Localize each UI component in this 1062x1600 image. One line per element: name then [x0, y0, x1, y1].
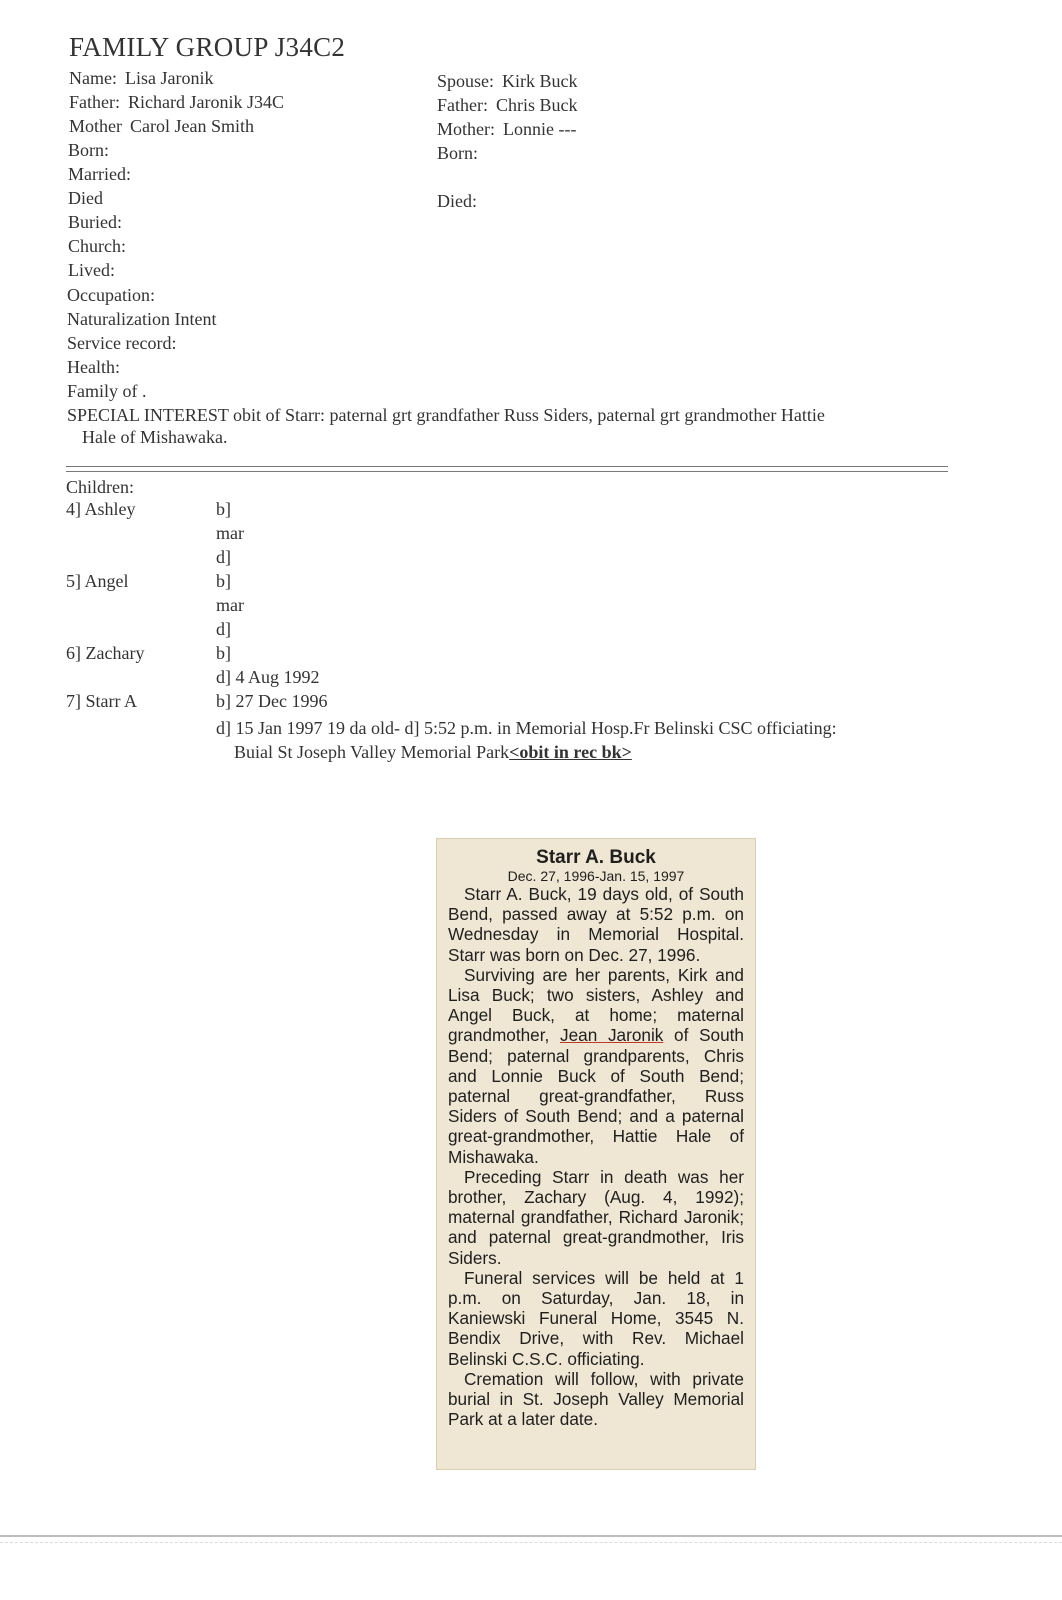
field-value: Carol Jean Smith: [130, 116, 254, 136]
spouse-born-field: [437, 141, 486, 165]
field-label: Mother:: [437, 119, 495, 139]
obituary-paragraph: [448, 965, 744, 1167]
field-value: Lisa Jaronik: [124, 68, 214, 88]
service-record-field: [67, 331, 184, 355]
obituary-paragraph: Funeral services will be held at 1 p.m. on Saturday, Jan. 18, in Kaniewski Funeral Home, 3545 N. Bendix Drive, with Rev. Michael Belinski C.S.C. officiating.: [448, 1267, 744, 1369]
occupation-field: [67, 283, 163, 307]
field-value: Richard Jaronik J34C: [128, 92, 284, 112]
health-field: [67, 355, 128, 379]
field-label: Occupation:: [67, 285, 155, 305]
field-label: Father:: [437, 95, 488, 115]
field-value: Lonnie ---: [503, 119, 577, 139]
special-interest-note: [67, 404, 947, 448]
spouse-field: [437, 69, 578, 93]
field-label: Died: [68, 188, 103, 208]
field-label: Service record:: [67, 333, 177, 353]
child-died: d]: [216, 619, 231, 639]
obituary-paragraph: Preceding Starr in death was her brother, Zachary (Aug. 4, 1992); maternal grandfather, Richard Jaronik; and paternal great-grandmother, Iris Siders.: [448, 1166, 744, 1268]
lived-field: [68, 258, 123, 282]
church-field: [68, 234, 134, 258]
father-field: [69, 90, 284, 114]
obituary-text-span: Surviving are her parents, Kirk and Lisa Buck; two sisters, Ashley and Angel Buck, at home; maternal grandmother,: [448, 964, 744, 1046]
child-died: d]: [216, 547, 231, 567]
married-field: [68, 162, 139, 186]
field-label: Church:: [68, 236, 126, 256]
child-born: b] 27 Dec 1996: [216, 691, 328, 711]
field-label: Health:: [67, 357, 120, 377]
field-value: Chris Buck: [496, 95, 578, 115]
field-label: Born:: [68, 140, 110, 160]
spouse-mother-field: [437, 117, 576, 141]
child-name: 7] Starr A: [66, 691, 137, 711]
born-field: [68, 138, 117, 162]
burial-text: Buial St Joseph Valley Memorial Park: [234, 742, 510, 762]
obituary-paragraph: Cremation will follow, with private burial in St. Joseph Valley Memorial Park at a later date.: [448, 1368, 744, 1430]
name-field: [69, 66, 213, 90]
field-label: Name:: [69, 68, 117, 88]
field-label: Died:: [437, 191, 477, 211]
page-title: FAMILY GROUP J34C2: [69, 32, 346, 62]
obituary-text-span: of South Bend; paternal grandparents, Chris and Lonnie Buck of South Bend; paternal great-grandfather, Russ Siders of South Bend; and a paternal great-grandmother, Hattie Hale of Mishawaka.: [448, 1025, 744, 1167]
buried-field: [68, 210, 130, 234]
field-label: Lived:: [68, 260, 115, 280]
child-name: 4] Ashley: [66, 499, 136, 519]
obituary-title: Starr A. Buck: [536, 847, 656, 868]
obit-reference-link[interactable]: <obit in rec bk>: [509, 742, 632, 762]
burial-line: [234, 742, 632, 763]
naturalization-field: [67, 307, 224, 331]
child-died: d] 4 Aug 1992: [216, 667, 320, 687]
spouse-father-field: [437, 93, 578, 117]
field-label: Spouse:: [437, 71, 495, 91]
spouse-died-field: [437, 189, 485, 213]
died-field: [68, 186, 111, 210]
child-born: b]: [216, 643, 231, 663]
field-label: Married:: [68, 164, 131, 184]
special-interest-line2: Hale of Mishawaka.: [82, 427, 228, 447]
child-died: d] 15 Jan 1997 19 da old- d] 5:52 p.m. in Memorial Hosp.Fr Belinski CSC officiating:: [216, 718, 837, 738]
double-divider: [66, 466, 948, 472]
child-born: b]: [216, 499, 231, 519]
field-label: Family of .: [67, 381, 147, 401]
child-married: mar: [216, 595, 244, 615]
underlined-name: Jean Jaronik: [559, 1025, 664, 1046]
children-label: Children:: [66, 477, 134, 497]
obituary-paragraph: Starr A. Buck, 19 days old, of South Bend, passed away at 5:52 p.m. on Wednesday in Memorial Hospital. Starr was born on Dec. 27, 1996.: [448, 884, 744, 965]
family-of-field: [67, 379, 155, 403]
obituary-text: [448, 848, 744, 1429]
field-label: Father:: [69, 92, 120, 112]
obituary-clipping: [436, 838, 756, 1470]
special-interest-line1: SPECIAL INTEREST obit of Starr: paternal grt grandfather Russ Siders, paternal grt grandmother Hattie: [67, 405, 825, 425]
page-bottom-edge: [0, 1535, 1062, 1537]
obituary-dates: Dec. 27, 1996-Jan. 15, 1997: [507, 868, 685, 884]
field-label: Born:: [437, 143, 479, 163]
child-name: 6] Zachary: [66, 643, 145, 663]
child-born: b]: [216, 571, 231, 591]
page-bottom-edge-shadow: [0, 1542, 1062, 1543]
mother-field: [69, 114, 254, 138]
child-married: mar: [216, 523, 244, 543]
field-label: Mother: [69, 116, 122, 136]
field-value: Kirk Buck: [502, 71, 578, 91]
field-label: Buried:: [68, 212, 122, 232]
field-label: Naturalization Intent: [67, 309, 217, 329]
child-name: 5] Angel: [66, 571, 129, 591]
